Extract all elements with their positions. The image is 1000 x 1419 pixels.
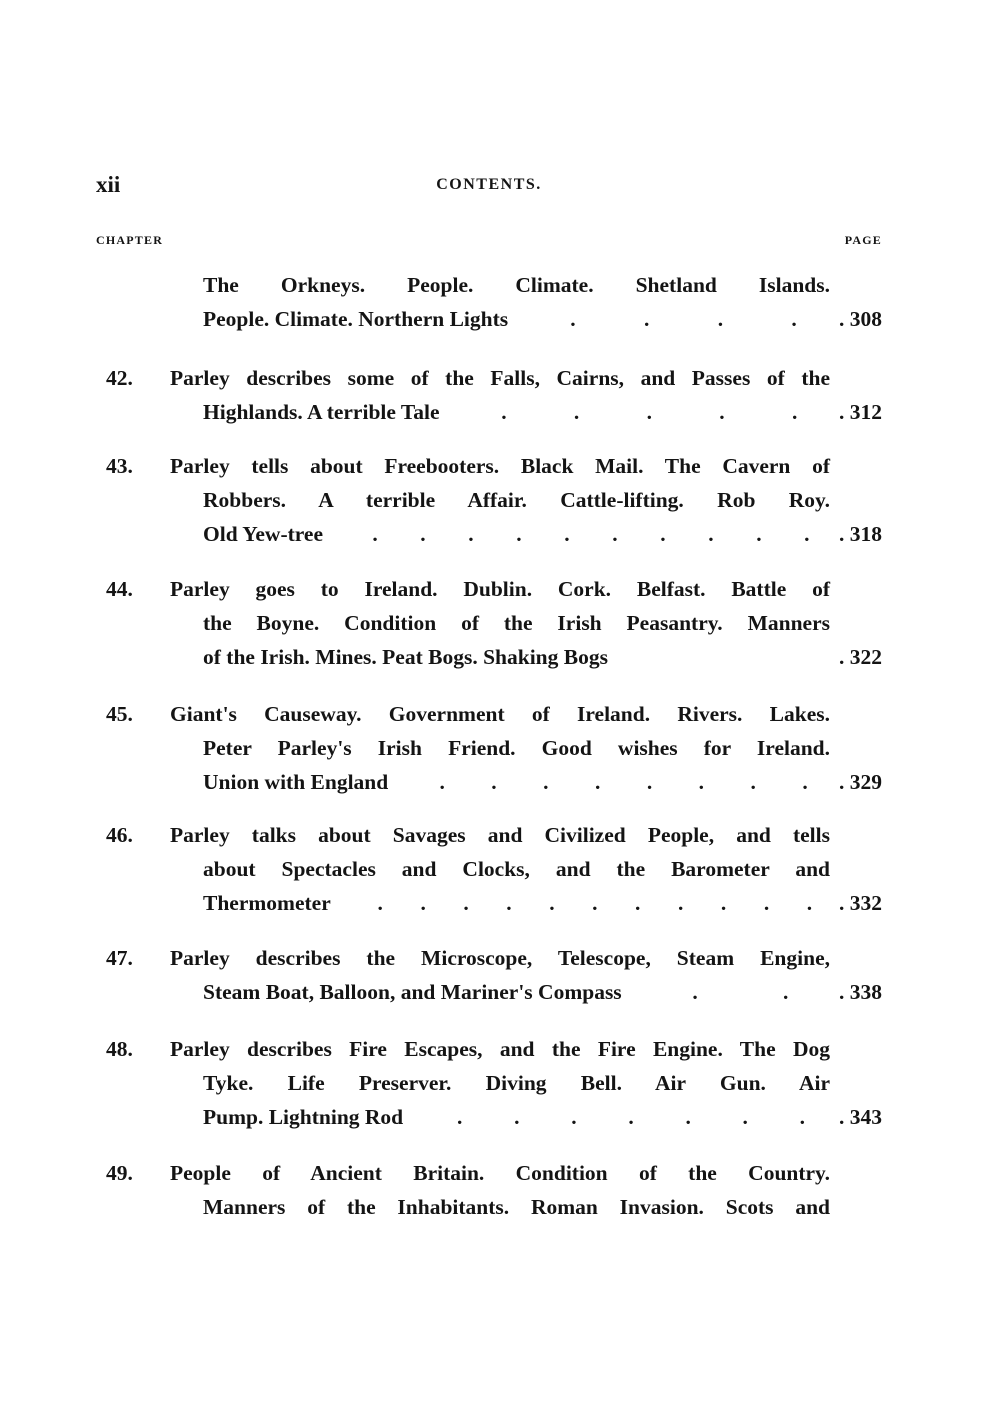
leader-dot: .: [660, 522, 666, 546]
leader-dot: .: [463, 891, 469, 915]
leader-dot: .: [516, 522, 522, 546]
entry-line: Parley describes Fire Escapes, and the Fire Engine. The Dog: [170, 1037, 830, 1061]
leader-dot: .: [802, 770, 808, 794]
leader-dot: .: [628, 1105, 634, 1129]
leader-dot: .: [420, 891, 426, 915]
entry-line: Parley tells about Freebooters. Black Mail. The Cavern of: [170, 454, 830, 478]
leader-dot: .: [549, 891, 555, 915]
leader-dot: .: [571, 1105, 577, 1129]
chapter-number: 42.: [106, 366, 133, 390]
dot-leader: [508, 302, 839, 336]
leader-dot: .: [377, 891, 383, 915]
page-title: CONTENTS.: [436, 176, 542, 193]
entry-text: Steam Boat, Balloon, and Mariner's Compass: [203, 980, 622, 1004]
page-number: . 338: [839, 980, 882, 1004]
chapter-number: 43.: [106, 454, 133, 478]
leader-dot: .: [635, 891, 641, 915]
page-number: . 343: [839, 1105, 882, 1129]
page-number: . 308: [839, 307, 882, 331]
leader-dot: .: [543, 770, 549, 794]
page-column-heading: PAGE: [844, 233, 882, 247]
entry-last-line: [203, 517, 882, 551]
leader-dot: .: [719, 400, 725, 424]
entry-last-line: [203, 640, 882, 674]
leader-dot: .: [692, 980, 698, 1004]
dot-leader: [323, 517, 839, 551]
entry-last-line: [203, 302, 882, 336]
running-head: [96, 170, 882, 200]
entry-text: Thermometer: [203, 891, 331, 915]
entry-last-line: [203, 975, 882, 1009]
leader-dot: .: [782, 980, 789, 1004]
leader-dot: .: [750, 770, 756, 794]
page-number: . 329: [839, 770, 882, 794]
chapter-number: 45.: [106, 702, 133, 726]
leader-dot: .: [644, 307, 650, 331]
leader-dot: .: [698, 770, 705, 794]
entry-line: Parley describes some of the Falls, Cairns, and Passes of the: [170, 366, 830, 390]
leader-dot: .: [592, 891, 598, 915]
leader-dot: .: [501, 400, 507, 424]
entry-line: Peter Parley's Irish Friend. Good wishes for Ireland.: [203, 736, 830, 760]
leader-dot: .: [612, 522, 618, 546]
leader-dot: .: [799, 1105, 806, 1129]
dot-leader: [388, 765, 839, 799]
leader-dot: .: [514, 1105, 520, 1129]
entry-line: Parley talks about Savages and Civilized People, and tells: [170, 823, 830, 847]
leader-dot: .: [372, 522, 378, 546]
leader-dot: .: [468, 522, 474, 546]
page-number: . 312: [839, 400, 882, 424]
leader-dot: .: [564, 522, 570, 546]
entry-line: People of Ancient Britain. Condition of the Country.: [170, 1161, 830, 1185]
leader-dot: .: [763, 891, 770, 915]
entry-line: about Spectacles and Clocks, and the Barometer and: [203, 857, 830, 881]
leader-dot: .: [806, 891, 813, 915]
entry-line: Robbers. A terrible Affair. Cattle-lifting. Rob Roy.: [203, 488, 830, 512]
entry-text: Pump. Lightning Rod: [203, 1105, 404, 1129]
leader-dot: .: [685, 1105, 691, 1129]
entry-text: Old Yew-tree: [203, 522, 324, 546]
chapter-number: 46.: [106, 823, 133, 847]
leader-dot: .: [506, 891, 512, 915]
leader-dot: .: [717, 307, 724, 331]
folio: xii: [96, 172, 121, 197]
leader-dot: .: [677, 891, 684, 915]
chapter-number: 47.: [106, 946, 133, 970]
leader-dot: .: [573, 400, 580, 424]
entry-line: Parley describes the Microscope, Telescope, Steam Engine,: [170, 946, 830, 970]
leader-dot: .: [708, 522, 714, 546]
entry-last-line: [203, 886, 882, 920]
entry-text: Union with England: [203, 770, 389, 794]
dot-leader: [440, 395, 839, 429]
leader-dot: .: [791, 400, 798, 424]
page-number: . 318: [839, 522, 882, 546]
dot-leader: [403, 1100, 839, 1134]
entry-line: Manners of the Inhabitants. Roman Invasion. Scots and: [203, 1195, 830, 1219]
entry-last-line: [203, 765, 882, 799]
dot-leader: [331, 886, 839, 920]
leader-dot: .: [491, 770, 497, 794]
entry-text: People. Climate. Northern Lights: [203, 307, 509, 331]
column-headings: [96, 233, 882, 251]
entry-last-line: [203, 395, 882, 429]
leader-dot: .: [420, 522, 426, 546]
leader-dot: .: [646, 770, 653, 794]
chapter-number: 44.: [106, 577, 133, 601]
entry-line: The Orkneys. People. Climate. Shetland Islands.: [203, 273, 830, 297]
leader-dot: .: [457, 1105, 463, 1129]
entry-line: Tyke. Life Preserver. Diving Bell. Air Gun. Air: [203, 1071, 830, 1095]
leader-dot: .: [646, 400, 652, 424]
leader-dot: .: [570, 307, 576, 331]
leader-dot: .: [756, 522, 762, 546]
entry-line: Giant's Causeway. Government of Ireland. Rivers. Lakes.: [170, 702, 830, 726]
chapter-column-heading: CHAPTER: [96, 233, 164, 247]
leader-dot: .: [439, 770, 445, 794]
chapter-number: 48.: [106, 1037, 133, 1061]
page-number: . 322: [839, 645, 882, 669]
leader-dot: .: [791, 307, 797, 331]
entry-text: Highlands. A terrible Tale: [203, 400, 440, 424]
entry-text: of the Irish. Mines. Peat Bogs. Shaking Bogs: [203, 645, 608, 669]
entry-last-line: [203, 1100, 882, 1134]
page-number: . 332: [839, 891, 882, 915]
leader-dot: .: [742, 1105, 748, 1129]
leader-dot: .: [804, 522, 810, 546]
dot-leader: [622, 975, 839, 1009]
entry-line: Parley goes to Ireland. Dublin. Cork. Belfast. Battle of: [170, 577, 830, 601]
chapter-number: 49.: [106, 1161, 133, 1185]
entry-line: the Boyne. Condition of the Irish Peasantry. Manners: [203, 611, 830, 635]
leader-dot: .: [594, 770, 601, 794]
leader-dot: .: [720, 891, 727, 915]
